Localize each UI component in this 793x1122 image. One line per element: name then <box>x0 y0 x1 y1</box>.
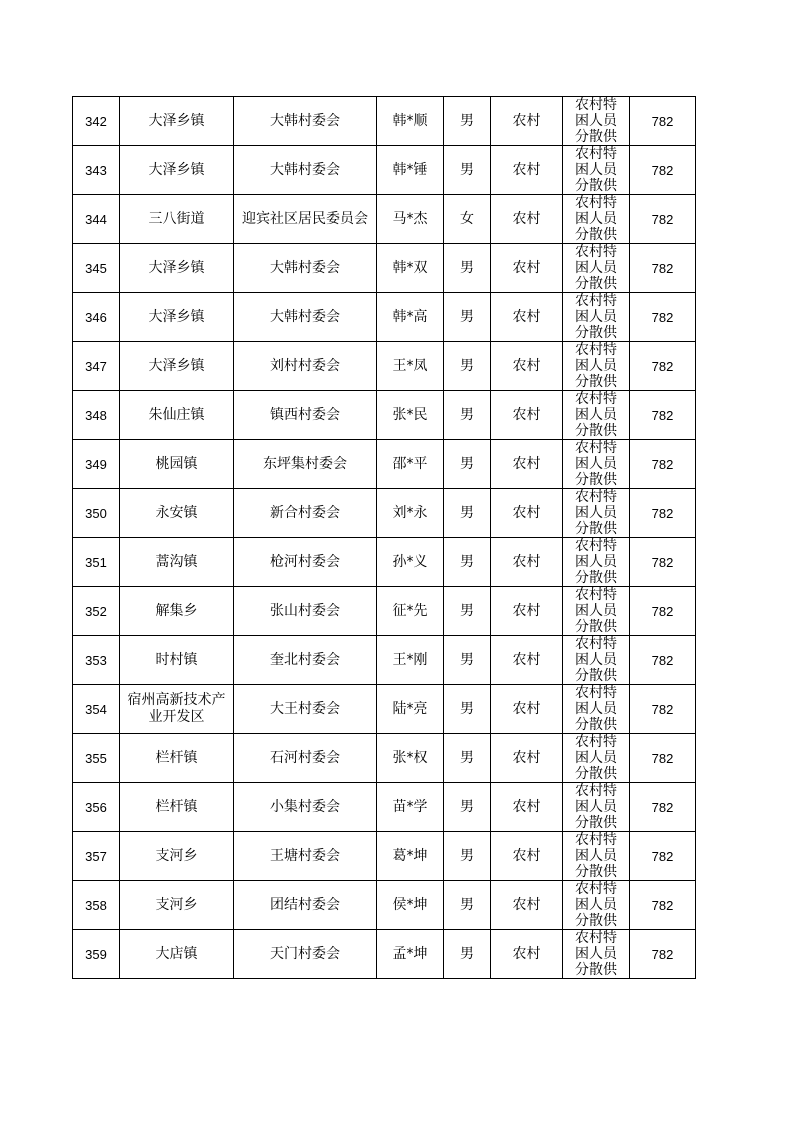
area-type-cell: 农村 <box>491 734 563 783</box>
table-row <box>73 832 696 881</box>
support-category-cell <box>563 930 630 979</box>
person-name-cell: 葛*坤 <box>377 832 444 881</box>
amount-cell: 782 <box>630 783 696 832</box>
committee-cell: 东坪集村委会 <box>234 440 377 489</box>
person-name-cell: 邵*平 <box>377 440 444 489</box>
row-number-cell: 356 <box>73 783 120 832</box>
support-category-text: 农村特困人员分散供 <box>575 489 617 537</box>
support-category-text: 农村特困人员分散供 <box>575 195 617 243</box>
gender-cell: 男 <box>444 783 491 832</box>
row-number-cell: 352 <box>73 587 120 636</box>
town-cell: 大泽乡镇 <box>120 293 234 342</box>
support-category-cell <box>563 391 630 440</box>
area-type-cell: 农村 <box>491 636 563 685</box>
table-row <box>73 685 696 734</box>
gender-cell: 男 <box>444 587 491 636</box>
support-category-text: 农村特困人员分散供 <box>575 734 617 782</box>
area-type-cell: 农村 <box>491 97 563 146</box>
area-type-cell: 农村 <box>491 195 563 244</box>
town-cell: 大泽乡镇 <box>120 342 234 391</box>
person-name-cell: 孙*义 <box>377 538 444 587</box>
committee-cell: 大韩村委会 <box>234 146 377 195</box>
gender-cell: 男 <box>444 391 491 440</box>
table-row <box>73 538 696 587</box>
table-row <box>73 587 696 636</box>
support-category-cell <box>563 489 630 538</box>
row-number-cell: 353 <box>73 636 120 685</box>
gender-cell: 男 <box>444 930 491 979</box>
area-type-cell: 农村 <box>491 391 563 440</box>
row-number-cell: 357 <box>73 832 120 881</box>
support-category-text: 农村特困人员分散供 <box>575 538 617 586</box>
support-category-cell <box>563 195 630 244</box>
person-name-cell: 孟*坤 <box>377 930 444 979</box>
gender-cell: 男 <box>444 538 491 587</box>
table-row <box>73 244 696 293</box>
town-cell: 大店镇 <box>120 930 234 979</box>
committee-cell: 小集村委会 <box>234 783 377 832</box>
gender-cell: 男 <box>444 832 491 881</box>
row-number-cell: 355 <box>73 734 120 783</box>
amount-cell: 782 <box>630 391 696 440</box>
area-type-cell: 农村 <box>491 832 563 881</box>
support-category-text: 农村特困人员分散供 <box>575 440 617 488</box>
committee-cell: 大王村委会 <box>234 685 377 734</box>
records-table <box>72 96 696 979</box>
support-category-text: 农村特困人员分散供 <box>575 391 617 439</box>
row-number-cell: 344 <box>73 195 120 244</box>
town-cell: 蒿沟镇 <box>120 538 234 587</box>
committee-cell: 新合村委会 <box>234 489 377 538</box>
amount-cell: 782 <box>630 293 696 342</box>
town-cell: 三八街道 <box>120 195 234 244</box>
gender-cell: 男 <box>444 146 491 195</box>
support-category-cell <box>563 342 630 391</box>
committee-cell: 团结村委会 <box>234 881 377 930</box>
gender-cell: 男 <box>444 97 491 146</box>
support-category-text: 农村特困人员分散供 <box>575 930 617 978</box>
row-number-cell: 347 <box>73 342 120 391</box>
committee-cell: 枪河村委会 <box>234 538 377 587</box>
town-cell: 栏杆镇 <box>120 783 234 832</box>
town-cell: 支河乡 <box>120 881 234 930</box>
table-row <box>73 636 696 685</box>
row-number-cell: 342 <box>73 97 120 146</box>
person-name-cell: 征*先 <box>377 587 444 636</box>
town-cell: 支河乡 <box>120 832 234 881</box>
amount-cell: 782 <box>630 538 696 587</box>
person-name-cell: 刘*永 <box>377 489 444 538</box>
support-category-cell <box>563 440 630 489</box>
area-type-cell: 农村 <box>491 783 563 832</box>
support-category-text: 农村特困人员分散供 <box>575 244 617 292</box>
gender-cell: 男 <box>444 636 491 685</box>
committee-cell: 石河村委会 <box>234 734 377 783</box>
person-name-cell: 侯*坤 <box>377 881 444 930</box>
town-cell: 永安镇 <box>120 489 234 538</box>
area-type-cell: 农村 <box>491 440 563 489</box>
gender-cell: 男 <box>444 440 491 489</box>
amount-cell: 782 <box>630 146 696 195</box>
person-name-cell: 苗*学 <box>377 783 444 832</box>
support-category-text: 农村特困人员分散供 <box>575 832 617 880</box>
person-name-cell: 马*杰 <box>377 195 444 244</box>
row-number-cell: 345 <box>73 244 120 293</box>
person-name-cell: 王*刚 <box>377 636 444 685</box>
table-row <box>73 783 696 832</box>
row-number-cell: 346 <box>73 293 120 342</box>
table-row <box>73 195 696 244</box>
amount-cell: 782 <box>630 195 696 244</box>
gender-cell: 男 <box>444 881 491 930</box>
table-body <box>73 97 696 979</box>
town-cell: 宿州高新技术产业开发区 <box>120 685 234 734</box>
support-category-cell <box>563 881 630 930</box>
row-number-cell: 359 <box>73 930 120 979</box>
town-cell: 解集乡 <box>120 587 234 636</box>
support-category-text: 农村特困人员分散供 <box>575 783 617 831</box>
person-name-cell: 韩*锤 <box>377 146 444 195</box>
town-cell: 大泽乡镇 <box>120 97 234 146</box>
amount-cell: 782 <box>630 930 696 979</box>
area-type-cell: 农村 <box>491 538 563 587</box>
town-cell: 桃园镇 <box>120 440 234 489</box>
row-number-cell: 343 <box>73 146 120 195</box>
support-category-text: 农村特困人员分散供 <box>575 636 617 684</box>
gender-cell: 男 <box>444 342 491 391</box>
amount-cell: 782 <box>630 685 696 734</box>
amount-cell: 782 <box>630 97 696 146</box>
row-number-cell: 348 <box>73 391 120 440</box>
support-category-cell <box>563 636 630 685</box>
committee-cell: 迎宾社区居民委员会 <box>234 195 377 244</box>
row-number-cell: 358 <box>73 881 120 930</box>
support-category-text: 农村特困人员分散供 <box>575 342 617 390</box>
town-cell: 大泽乡镇 <box>120 244 234 293</box>
person-name-cell: 王*凤 <box>377 342 444 391</box>
amount-cell: 782 <box>630 734 696 783</box>
gender-cell: 男 <box>444 734 491 783</box>
area-type-cell: 农村 <box>491 881 563 930</box>
area-type-cell: 农村 <box>491 342 563 391</box>
row-number-cell: 351 <box>73 538 120 587</box>
committee-cell: 刘村村委会 <box>234 342 377 391</box>
committee-cell: 大韩村委会 <box>234 293 377 342</box>
support-category-cell <box>563 783 630 832</box>
amount-cell: 782 <box>630 489 696 538</box>
table-row <box>73 146 696 195</box>
support-category-cell <box>563 685 630 734</box>
row-number-cell: 354 <box>73 685 120 734</box>
support-category-text: 农村特困人员分散供 <box>575 97 617 145</box>
amount-cell: 782 <box>630 440 696 489</box>
committee-cell: 天门村委会 <box>234 930 377 979</box>
amount-cell: 782 <box>630 244 696 293</box>
committee-cell: 王塘村委会 <box>234 832 377 881</box>
support-category-cell <box>563 293 630 342</box>
table-row <box>73 440 696 489</box>
person-name-cell: 韩*双 <box>377 244 444 293</box>
gender-cell: 男 <box>444 293 491 342</box>
support-category-cell <box>563 97 630 146</box>
person-name-cell: 韩*顺 <box>377 97 444 146</box>
person-name-cell: 韩*高 <box>377 293 444 342</box>
area-type-cell: 农村 <box>491 146 563 195</box>
person-name-cell: 张*民 <box>377 391 444 440</box>
committee-cell: 大韩村委会 <box>234 97 377 146</box>
area-type-cell: 农村 <box>491 293 563 342</box>
support-category-cell <box>563 734 630 783</box>
support-category-cell <box>563 146 630 195</box>
support-category-cell <box>563 538 630 587</box>
gender-cell: 男 <box>444 489 491 538</box>
committee-cell: 大韩村委会 <box>234 244 377 293</box>
table-row <box>73 293 696 342</box>
town-cell: 时村镇 <box>120 636 234 685</box>
person-name-cell: 张*权 <box>377 734 444 783</box>
table-row <box>73 489 696 538</box>
table-row <box>73 342 696 391</box>
support-category-text: 农村特困人员分散供 <box>575 293 617 341</box>
committee-cell: 张山村委会 <box>234 587 377 636</box>
support-category-cell <box>563 587 630 636</box>
support-category-cell <box>563 832 630 881</box>
amount-cell: 782 <box>630 342 696 391</box>
support-category-text: 农村特困人员分散供 <box>575 881 617 929</box>
committee-cell: 镇西村委会 <box>234 391 377 440</box>
committee-cell: 奎北村委会 <box>234 636 377 685</box>
table-row <box>73 734 696 783</box>
support-category-text: 农村特困人员分散供 <box>575 146 617 194</box>
area-type-cell: 农村 <box>491 489 563 538</box>
gender-cell: 女 <box>444 195 491 244</box>
support-category-text: 农村特困人员分散供 <box>575 587 617 635</box>
amount-cell: 782 <box>630 881 696 930</box>
table-row <box>73 391 696 440</box>
table-row <box>73 97 696 146</box>
area-type-cell: 农村 <box>491 244 563 293</box>
table-row <box>73 881 696 930</box>
amount-cell: 782 <box>630 832 696 881</box>
area-type-cell: 农村 <box>491 685 563 734</box>
table-row <box>73 930 696 979</box>
town-cell: 朱仙庄镇 <box>120 391 234 440</box>
row-number-cell: 350 <box>73 489 120 538</box>
person-name-cell: 陆*亮 <box>377 685 444 734</box>
row-number-cell: 349 <box>73 440 120 489</box>
town-cell: 栏杆镇 <box>120 734 234 783</box>
amount-cell: 782 <box>630 636 696 685</box>
town-cell: 大泽乡镇 <box>120 146 234 195</box>
area-type-cell: 农村 <box>491 930 563 979</box>
support-category-text: 农村特困人员分散供 <box>575 685 617 733</box>
area-type-cell: 农村 <box>491 587 563 636</box>
support-category-cell <box>563 244 630 293</box>
gender-cell: 男 <box>444 244 491 293</box>
amount-cell: 782 <box>630 587 696 636</box>
gender-cell: 男 <box>444 685 491 734</box>
